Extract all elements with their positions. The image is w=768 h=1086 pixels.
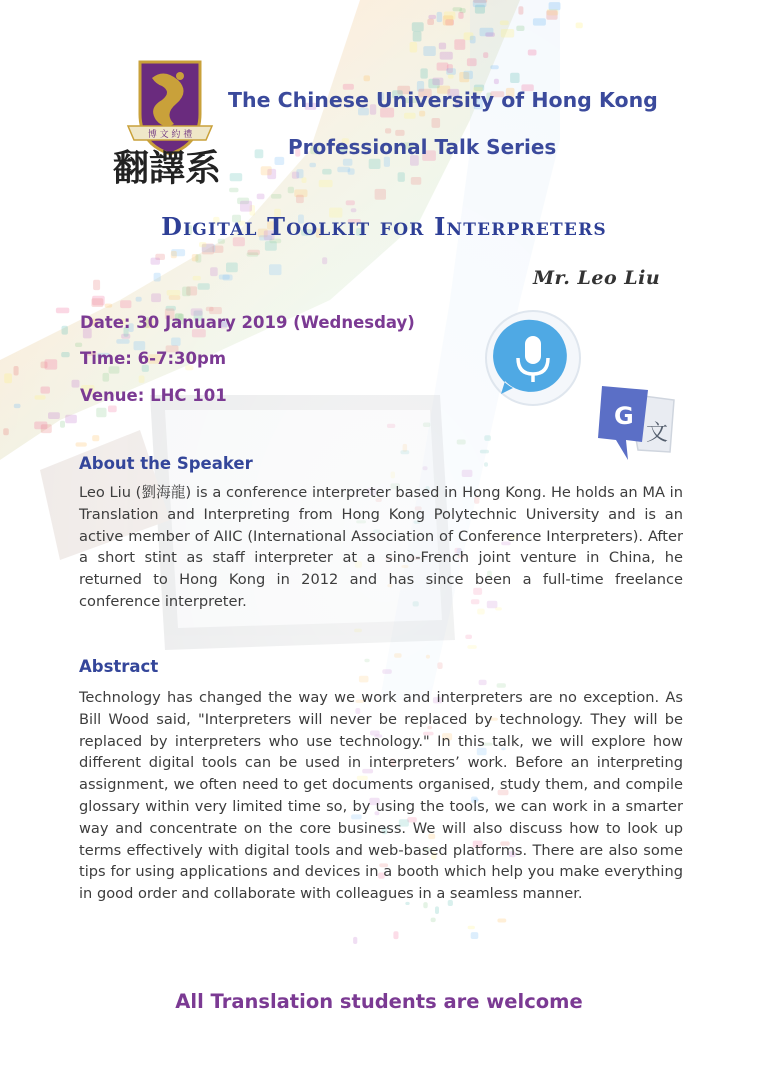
svg-text:G: G	[614, 402, 634, 430]
event-date: Date: 30 January 2019 (Wednesday)	[80, 313, 415, 332]
university-name: The Chinese University of Hong Kong	[228, 88, 658, 112]
talk-title: Digital Toolkit for Interpreters	[161, 212, 607, 241]
event-venue: Venue: LHC 101	[80, 386, 227, 405]
talk-series-name: Professional Talk Series	[288, 135, 557, 159]
microphone-icon	[483, 308, 583, 408]
google-translate-icon	[598, 380, 680, 465]
speaker-name: Mr. Leo Liu	[533, 267, 661, 289]
svg-text:博 文 約 禮: 博 文 約 禮	[147, 130, 193, 140]
about-speaker-text: Leo Liu (劉海龍) is a conference interpreter based in Hong Kong. He holds an MA in Translation and Interpreting from Hong Kong Polytechnic University and is an active member of AIIC (International Association of Conference Interpreters). After a short stint as staff interpreter at a sino-French joint venture in China, he returned to Hong Kong in 2012 and has since been a full-time freelance conference interpreter.	[79, 484, 683, 610]
welcome-message: All Translation students are welcome	[175, 990, 583, 1013]
about-speaker-heading: About the Speaker	[79, 454, 253, 473]
svg-text:翻譯系: 翻譯系	[112, 147, 222, 188]
event-time: Time: 6-7:30pm	[80, 349, 227, 368]
abstract-heading: Abstract	[79, 657, 159, 676]
svg-text:文: 文	[646, 421, 669, 446]
abstract-text: Technology has changed the way we work and interpreters are no exception. As Bill Wood said, "Interpreters will never be replaced by technology. They will be replaced by interpreters who use technology." In this talk, we will explore how different digital tools can be used in interpreters’ work. Before an interpreting assignment, we often need to get documents organised, study them, and compile glossary within very limited time so, by using the tools, we can work in a smarter way and concentrate on the core business. We will also discuss how to look up terms effectively with digital tools and web-based platforms. There are also some tips for using applications and devices in a booth which help you make everything in good order and collaborate with colleagues in a seamless manner.	[79, 689, 683, 903]
cuhk-crest-icon	[104, 58, 230, 188]
